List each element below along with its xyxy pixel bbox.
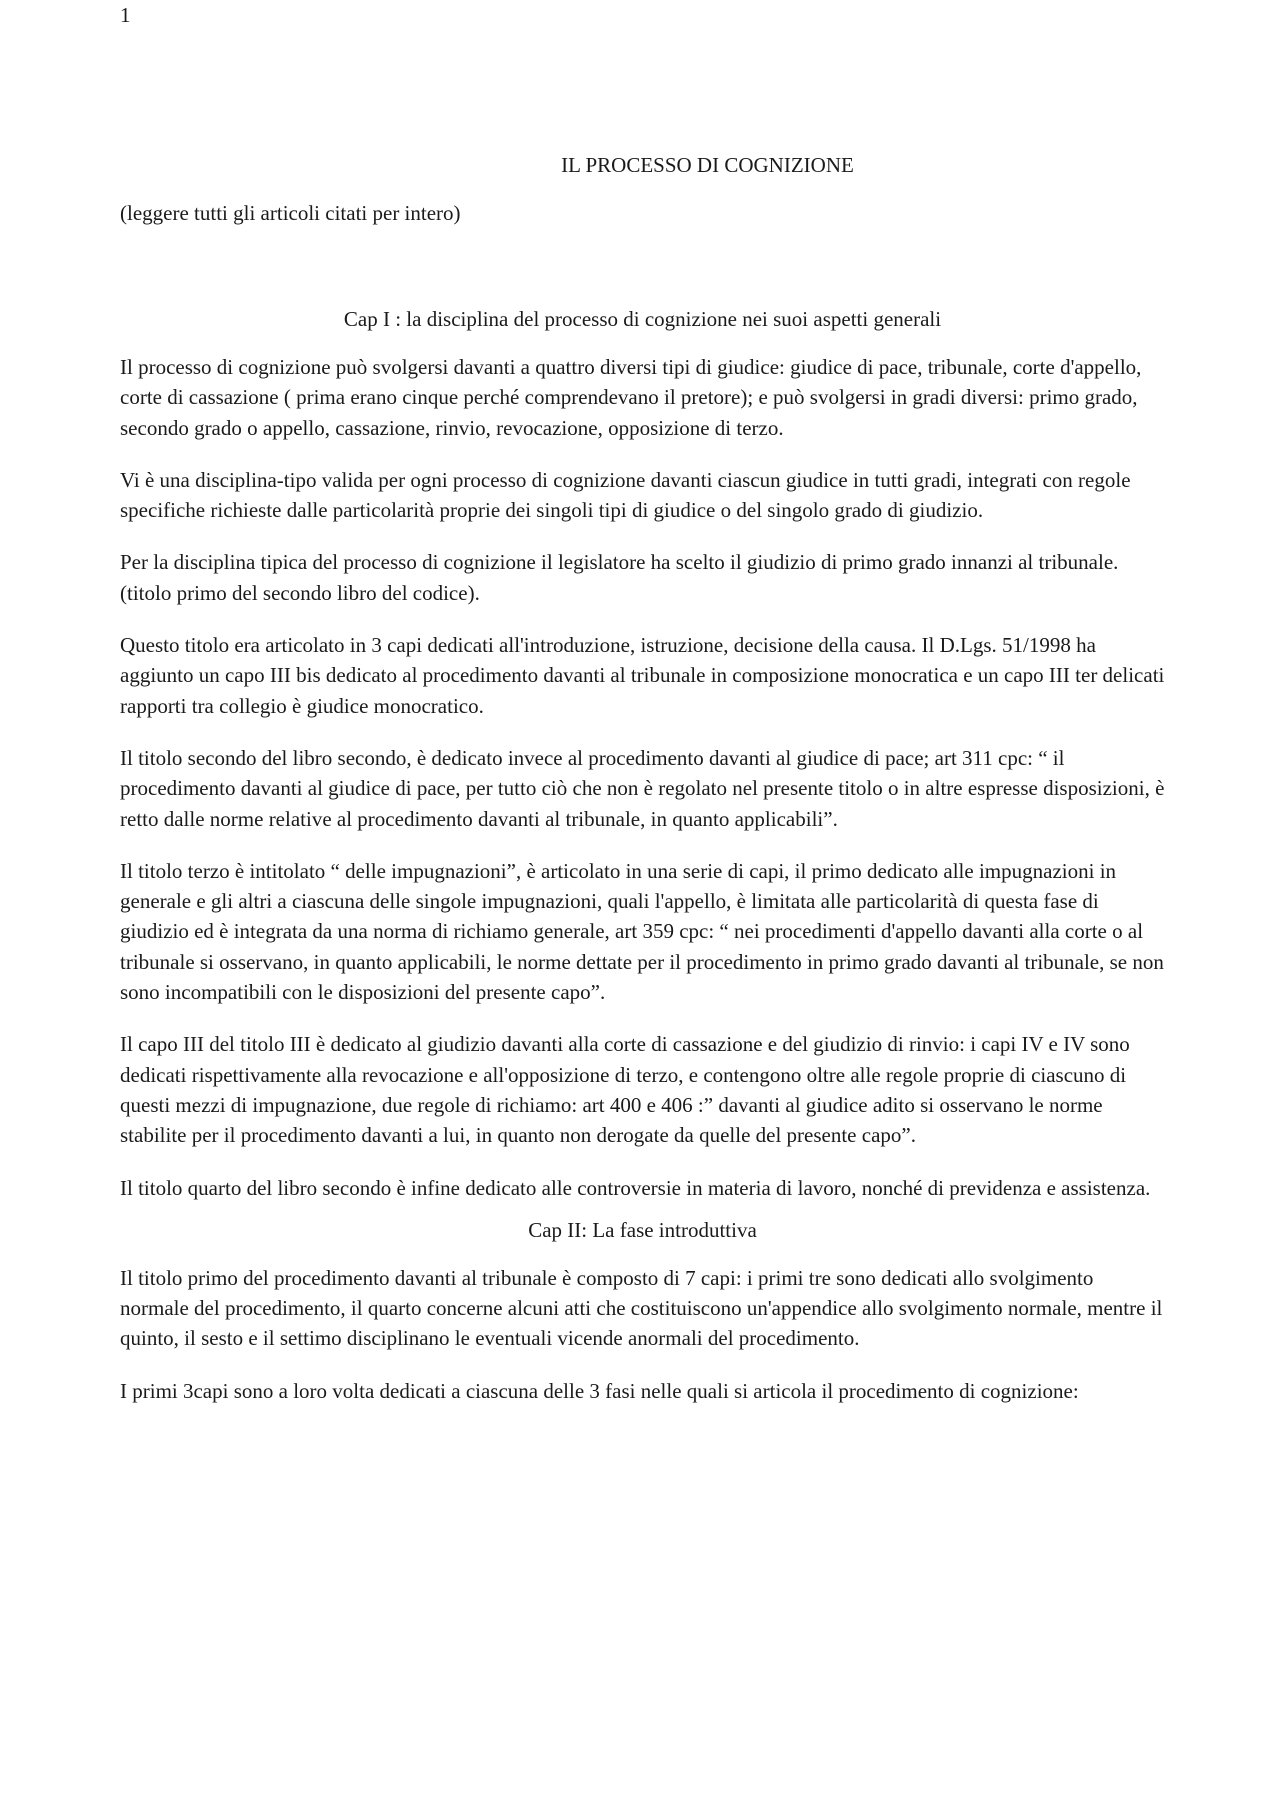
paragraph: Il processo di cognizione può svolgersi davanti a quattro diversi tipi di giudice: giudice di pace, tribunale, corte d'appello, corte di cassazione ( prima erano cinque perché comprendevano il pretore); e può svolgersi in gradi diversi: primo grado, secondo grado o appello, cassazione, rinvio, revocazione, opposizione di terzo. bbox=[120, 355, 1142, 440]
paragraph: Il capo III del titolo III è dedicato al giudizio davanti alla corte di cassazione e del giudizio di rinvio: i capi IV e IV sono dedicati rispettivamente alla revocazione e all'opposizione di terzo, e contengono oltre alle regole proprie di ciascuno di questi mezzi di impugnazione, due regole di richiamo: art 400 e 406 :” davanti al giudice adito si osservano le norme stabilite per il procedimento davanti a lui, in quanto non derogate da quelle del presente capo”. bbox=[120, 1032, 1130, 1148]
paragraph: Il titolo terzo è intitolato “ delle impugnazioni”, è articolato in una serie di capi, il primo dedicato alle impugnazioni in generale e gli altri a ciascuna delle singole impugnazioni, quali l'appello, è limitata alle particolarità di questa fase di giudizio ed è integrata da una norma di richiamo generale, art 359 cpc: “ nei procedimenti d'appello davanti alla corte o al tribunale si osservano, in quanto applicabili, le norme dettate per il procedimento in primo grado davanti al tribunale, se non sono incompatibili con le disposizioni del presente capo”. bbox=[120, 858, 1164, 1005]
chapter-1-heading: Cap I : la disciplina del processo di cognizione nei suoi aspetti generali bbox=[343, 307, 942, 331]
reading-note: (leggere tutti gli articoli citati per intero) bbox=[120, 201, 461, 225]
paragraph: Per la disciplina tipica del processo di cognizione il legislatore ha scelto il giudizio di primo grado innanzi al tribunale. (titolo primo del secondo libro del codice). bbox=[120, 550, 1119, 605]
paragraph: I primi 3capi sono a loro volta dedicati a ciascuna delle 3 fasi nelle quali si articola il procedimento di cognizione: bbox=[120, 1378, 1079, 1403]
paragraph: Il titolo secondo del libro secondo, è dedicato invece al procedimento davanti al giudice di pace; art 311 cpc: “ il procedimento davanti al giudice di pace, per tutto ciò che non è regolato nel presente titolo o in altre espresse disposizioni, è retto dalle norme relative al procedimento davanti al tribunale, in quanto applicabili”. bbox=[120, 745, 1165, 831]
document-body bbox=[120, 150, 1165, 1406]
paragraph: Vi è una disciplina-tipo valida per ogni processo di cognizione davanti ciascun giudice in tutti gradi, integrati con regole specifiche richieste dalle particolarità proprie dei singoli tipi di giudice o del singolo grado di giudizio. bbox=[120, 467, 1131, 523]
paragraph: Il titolo quarto del libro secondo è infine dedicato alle controversie in materia di lavoro, nonché di previdenza e assistenza. bbox=[120, 1175, 1151, 1200]
document-title: IL PROCESSO DI COGNIZIONE bbox=[561, 153, 854, 177]
paragraph: Questo titolo era articolato in 3 capi dedicati all'introduzione, istruzione, decisione della causa. Il D.Lgs. 51/1998 ha aggiunto un capo III bis dedicato al procedimento davanti al tribunale in composizione monocratica e un capo III ter delicati rapporti tra collegio è giudice monocratico. bbox=[120, 633, 1165, 718]
page-number: 1 bbox=[120, 3, 131, 27]
paragraph: Il titolo primo del procedimento davanti al tribunale è composto di 7 capi: i primi tre sono dedicati allo svolgimento normale del procedimento, il quarto concerne alcuni atti che costituiscono un'appendice allo svolgimento normale, mentre il quinto, il sesto e il settimo disciplinano le eventuali vicende anormali del procedimento. bbox=[120, 1265, 1163, 1351]
chapter-2-heading: Cap II: La fase introduttiva bbox=[528, 1217, 757, 1242]
